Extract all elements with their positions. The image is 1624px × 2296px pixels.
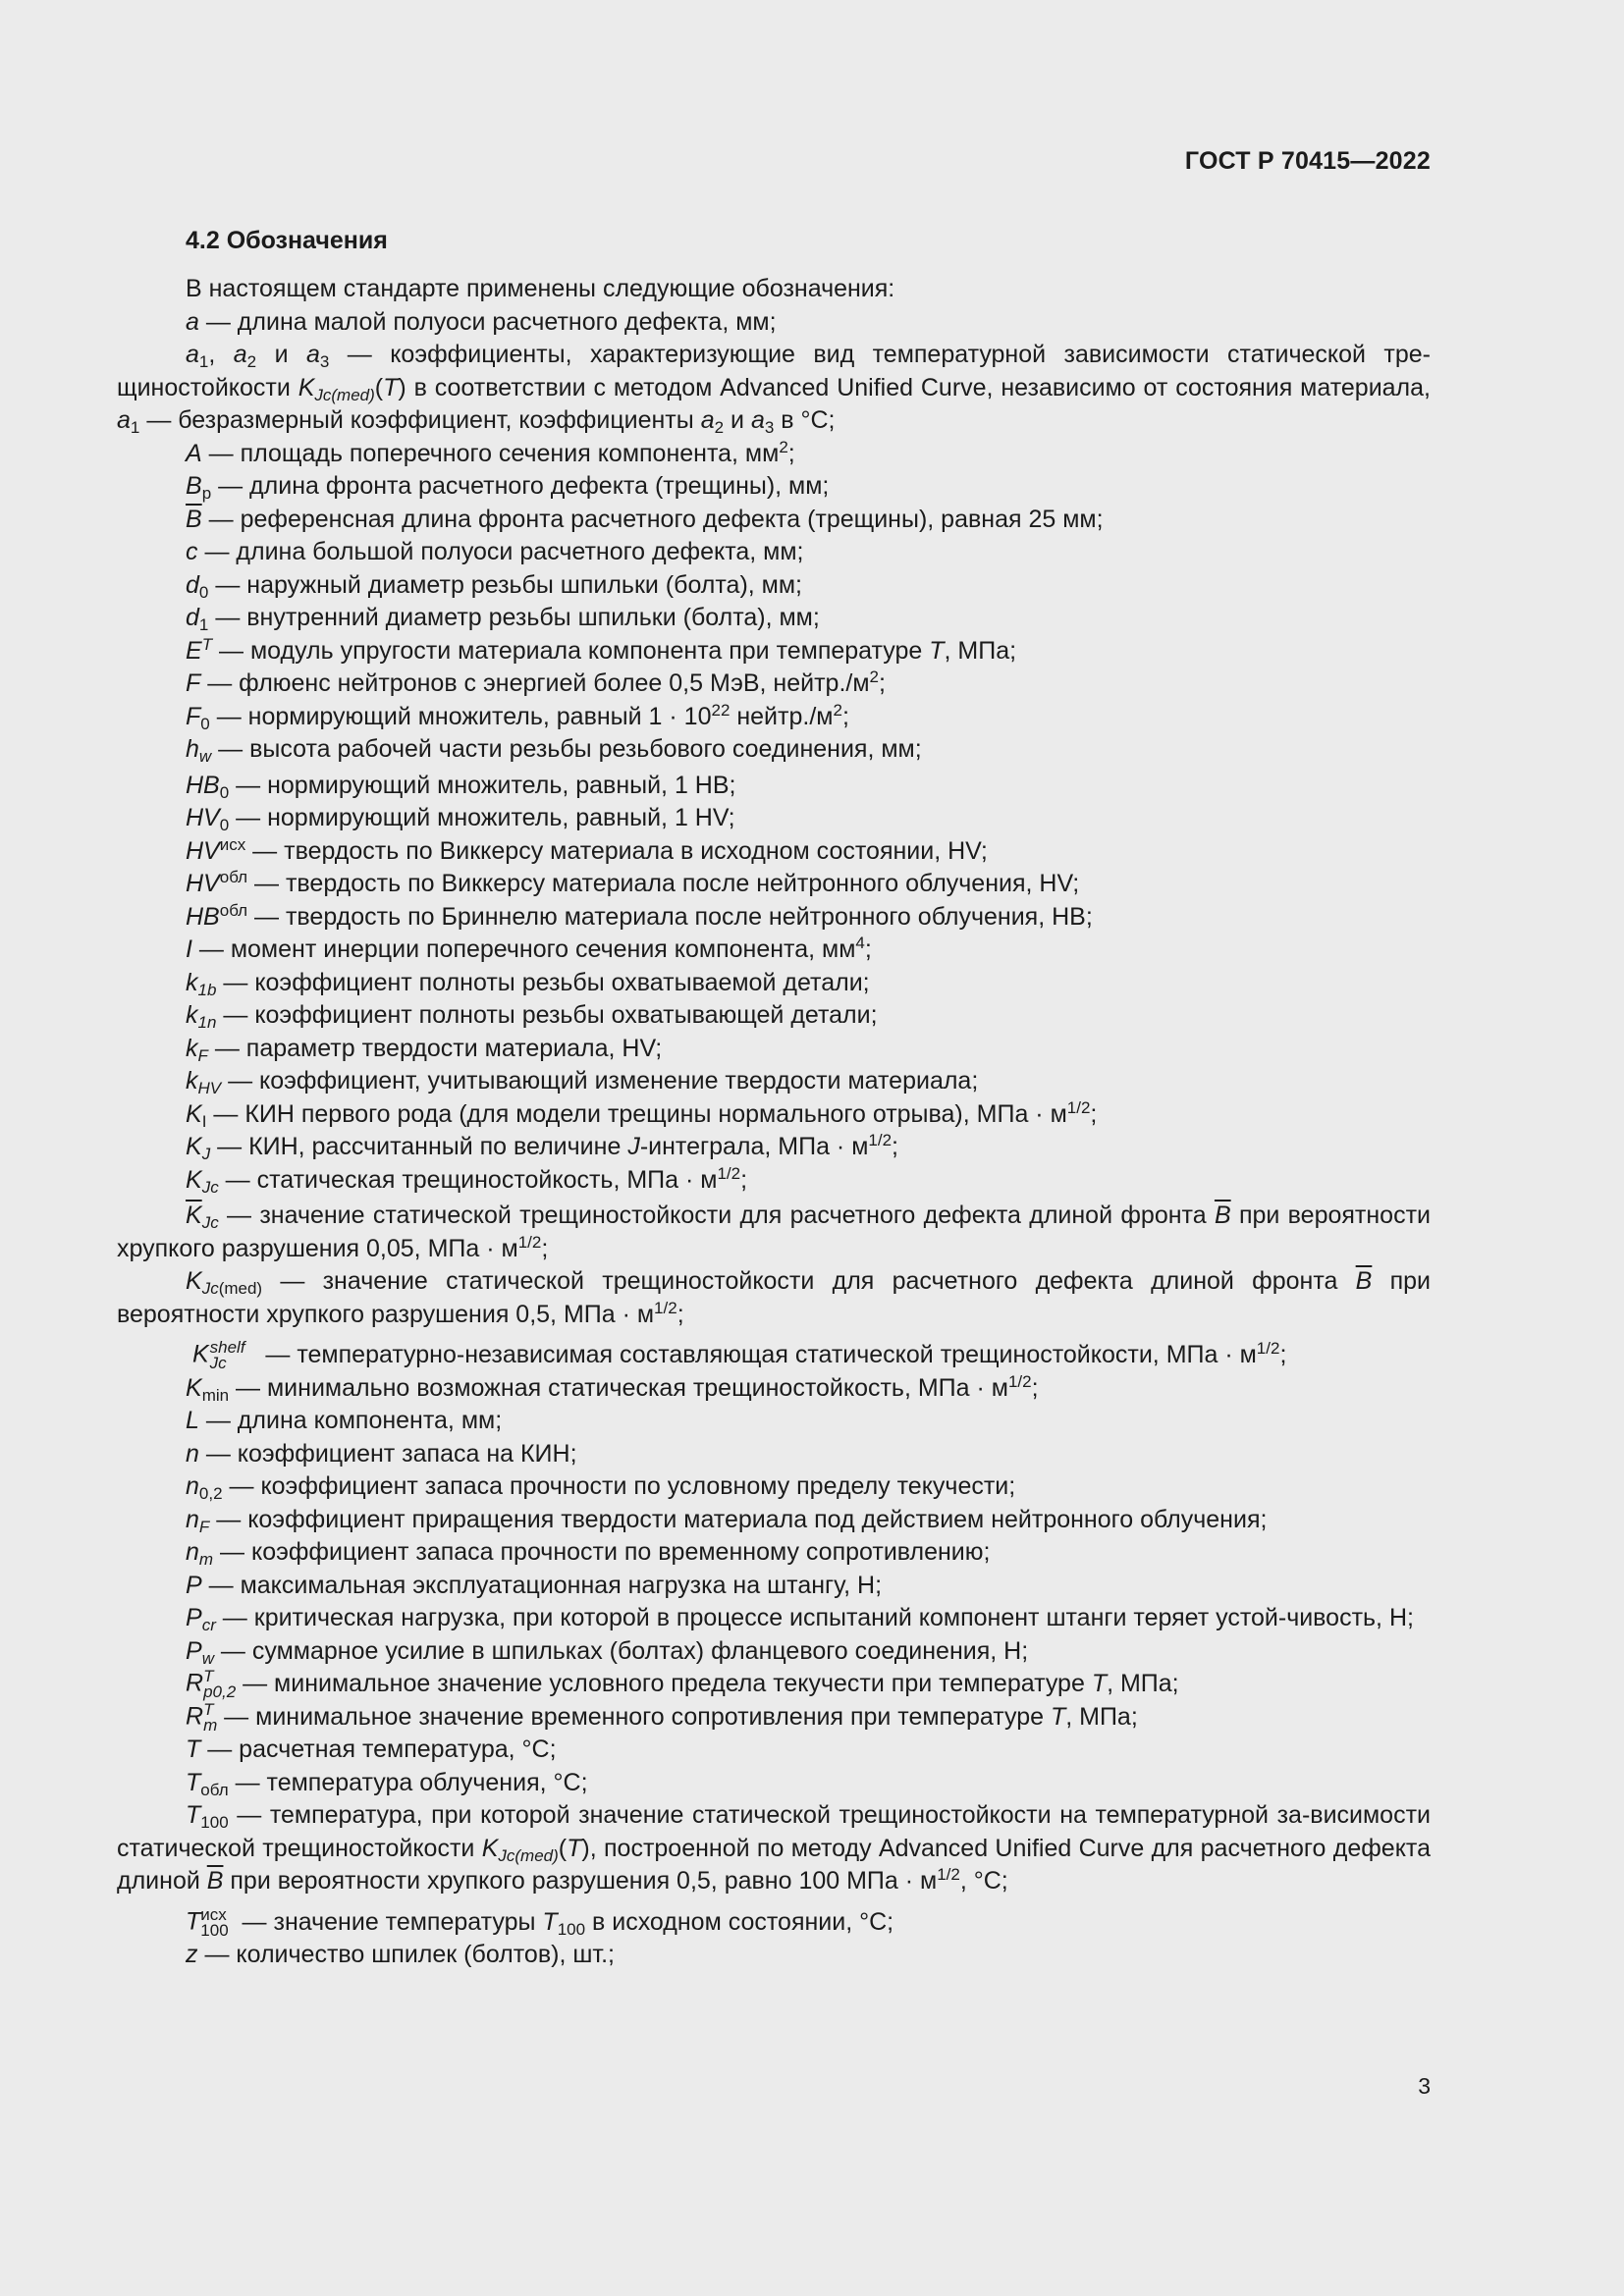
definition-item: $HB_0$ — нормирующий множитель, равный, 1 НВ; [186,771,736,802]
definition-item: $F_0$ — нормирующий множитель, равный $1 \cdot 10^{22}$ $нейтр./м^2$; [186,700,849,733]
definition-item: T — расчетная температура, °С; [186,1735,557,1763]
definition-item: $h_w$ — высота рабочей части резьбы резьбового соединения, мм; [186,735,922,766]
definition-item: R T m — минимальное значение временного сопротивления при температуре T, МПа; [186,1699,1138,1735]
definition-item: I — момент инерции поперечного сечения компонента, $мм^4$; [186,934,872,963]
definition-item: $E^T$ — модуль упругости материала компонента при температуре T, МПа; [186,634,1017,665]
definitions-list [117,273,1431,1972]
definition-item: $P_w$ — суммарное усилие в шпильках (болтах) фланцевого соединения, Н; [186,1636,1029,1668]
symbol: a [186,307,199,336]
definition-item: $a_1$, $a_2$ и $a_3$ — коэффициенты, характеризующие вид температурной зависимости статической тре-щиностойкости $K_{Jc(med)}(T)$ в соответствии с методом Advanced Unified Curve, независимо от состояния материала, $a_1$ — безразмерный коэффициент, коэффициенты $a_2$ и $a_3$ в °С; [117,341,1432,437]
definition-item: P — максимальная эксплуатационная нагрузка на штангу, Н; [186,1571,883,1599]
symbol-k-shelf: K shelf Jc [191,1338,245,1373]
definition-item: $n_m$ — коэффициент запаса прочности по временному сопротивлению; [186,1538,991,1569]
definition-item: A — площадь поперечного сечения компонента, $мм^2$; [186,437,795,467]
definition-item: $K_I$ — КИН первого рода (для модели трещины нормального отрыва), МПа · $м^{1/2}$; [186,1097,1098,1131]
definition-item: $\overline{B}$ — референсная длина фронта расчетного дефекта (трещины), равная 25 мм; [186,505,1104,533]
definition-item: $k_{1b}$ — коэффициент полноты резьбы охватываемой детали; [186,968,870,999]
definition-item: L — длина компонента, мм; [186,1407,503,1434]
definition-item: $B_p$ — длина фронта расчетного дефекта (трещины), мм; [186,472,830,503]
definition-item: R T p0,2 — минимальное значение условного предела текучести при температуре T, МПа; [186,1667,1179,1702]
definition-item: $P_{cr}$ — критическая нагрузка, при которой в процессе испытаний компонент штанги теряет устой-чивость, Н; [186,1604,1414,1634]
definition-item: $K_{min}$ — минимально возможная статическая трещиностойкость, МПа · $м^{1/2}$; [186,1371,1039,1405]
definition-item: $HV^{исх}$ — твердость по Виккерсу материала в исходном состоянии, HV; [186,834,988,865]
definition-item: $k_{HV}$ — коэффициент, учитывающий изменение твердости материала; [186,1067,979,1097]
definition-item: z — количество шпилек (болтов), шт.; [186,1941,615,1968]
definition-item: $\overline{K}_{Jc}$ — значение статической трещиностойкости для расчетного дефекта длиной фронта $\overline{B}$ при вероятности хрупкого разрушения 0,05, МПа · $м^{1/2}$; [117,1201,1431,1262]
document-code: ГОСТ Р 70415—2022 [1184,147,1431,175]
definition-item: $HB^{обл}$ — твердость по Бриннелю материала после нейтронного облучения, НВ; [186,900,1093,931]
definition-item: $k_F$ — параметр твердости материала, HV; [186,1034,663,1065]
definition-item: $T_{обл}$ — температура облучения, °С; [186,1768,588,1799]
definition-item: $n_{0,2}$ — коэффициент запаса прочности по условному пределу текучести; [186,1472,1016,1503]
definition-item: $HV_0$ — нормирующий множитель, равный, 1 HV; [186,804,735,834]
definition-item: c — длина большой полуоси расчетного дефекта, мм; [186,538,804,565]
definition-item: $K_{Jc}$ — статическая трещиностойкость, МПа · $м^{1/2}$; [186,1163,748,1197]
symbol-r-p02: R T p0,2 [186,1667,237,1702]
symbol-t100-iskh: T исх 100 [186,1904,229,1940]
definition-item: $k_{1n}$ — коэффициент полноты резьбы охватывающей детали; [186,1001,878,1032]
definition-item: T исх 100 — значение температуры $T_{100}$ в исходном состоянии, °С; [186,1904,894,1940]
page-number: 3 [1418,2073,1431,2099]
definition-item: K shelf Jc — температурно-независимая составляющая статической трещиностойкости, МПа · $м^{1/2}$; [191,1338,1287,1373]
definition-item: $HV^{обл}$ — твердость по Виккерсу материала после нейтронного облучения, HV; [186,868,1080,897]
section-title: 4.2 Обозначения [186,227,388,254]
definition-item: $d_1$ — внутренний диаметр резьбы шпильки (болта), мм; [186,604,820,634]
definition-item: $K_{Jc(med)}$ — значение статической трещиностойкости для расчетного дефекта длиной фронта $\overline{B}$ при вероятности хрупкого разрушения 0,5, МПа · $м^{1/2}$; [117,1267,1431,1328]
symbol-r-m: R T m [186,1699,218,1735]
definition-item: $K_J$ — КИН, рассчитанный по величине J-интеграла, МПа · $м^{1/2}$; [186,1131,898,1163]
definition-item: F — флюенс нейтронов с энергией более 0,5 МэВ, $нейтр./м^2$; [186,667,886,697]
definition-item: n — коэффициент запаса на КИН; [186,1439,577,1468]
definition-item: $T_{100}$ — температура, при которой значение статической трещиностойкости на температурной за-висимости статической трещиностойкости $K_{Jc(med)}(T)$, построенной по методу Advanced Unified Curve для расчетного дефекта длиной $\overline{B}$ при вероятности хрупкого разрушения 0,5, равно 100 МПа · $м^{1/2}$, °С; [117,1801,1431,1895]
definition-item: $d_0$ — наружный диаметр резьбы шпильки (болта), мм; [186,570,803,602]
definition-item: $n_F$ — коэффициент приращения твердости материала под действием нейтронного облучения; [186,1505,1268,1536]
intro-text: В настоящем стандарте применены следующие обозначения: [186,275,895,302]
definition-item: a — длина малой полуоси расчетного дефекта, мм; [186,307,777,336]
